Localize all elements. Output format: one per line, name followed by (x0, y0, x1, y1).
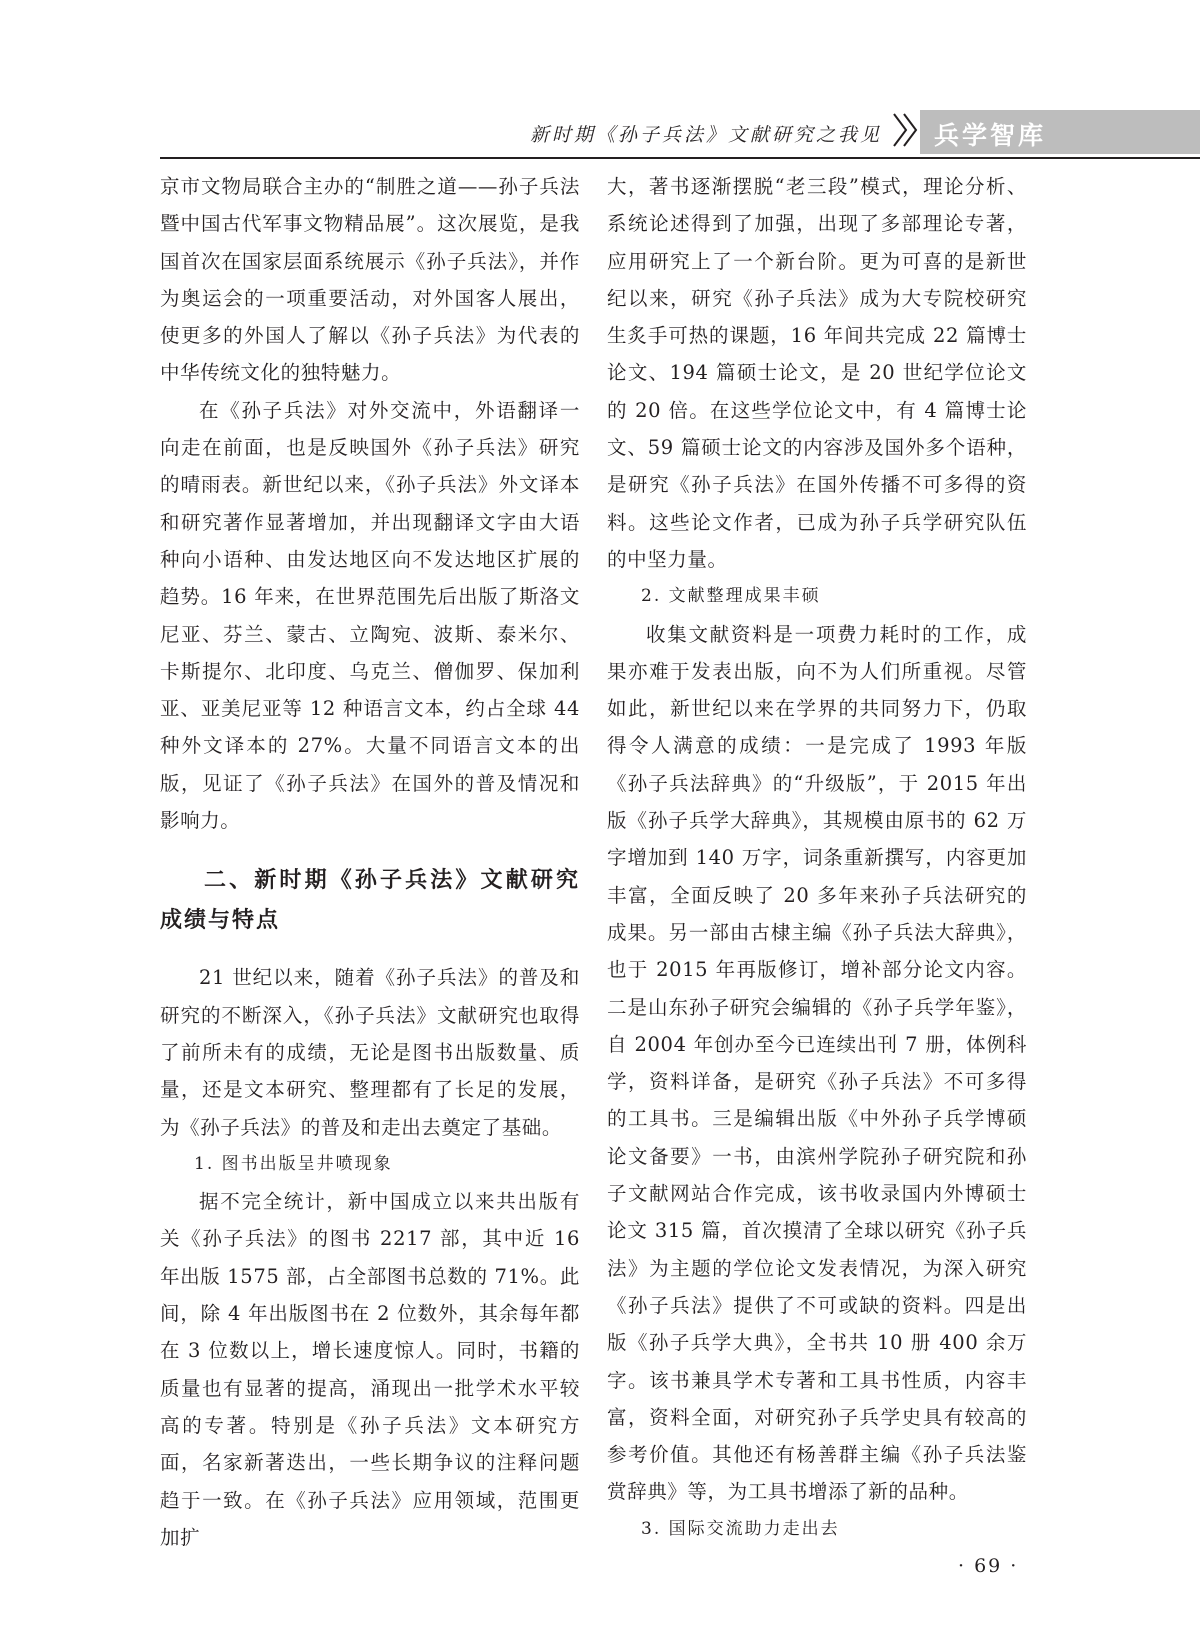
right-column (607, 168, 1027, 1548)
column-badge-label: 兵学智库 (934, 121, 1047, 150)
section-heading: 二、新时期《孙子兵法》文献研究成绩与特点 (160, 868, 580, 934)
running-title: 新时期《孙子兵法》文献研究之我见 (529, 124, 882, 146)
running-header (0, 0, 1200, 160)
paragraph: 在《孙子兵法》对外交流中，外语翻译一向走在前面，也是反映国外《孙子兵法》研究的晴雨表。新世纪以来，《孙子兵法》外文译本和研究著作显著增加，并出现翻译文字由大语种向小语种、由发达地区向不发达地区扩展的趋势。16 年来，在世界范围先后出版了斯洛文尼亚、芬兰、蒙古、立陶宛、波斯、泰米尔、卡斯提尔、北印度、乌克兰、僧伽罗、保加利亚、亚美尼亚等 12 种语言文本，约占全球 44 种外文译本的 27%。大量不同语言文本的出版，见证了《孙子兵法》在国外的普及情况和影响力。 (160, 398, 580, 833)
subheading: 1. 图书出版呈井喷现象 (194, 1153, 393, 1174)
paragraph: 据不完全统计，新中国成立以来共出版有关《孙子兵法》的图书 2217 部，其中近 16 年出版 1575 部，占全部图书总数的 71%。此间，除 4 年出版图书在 2 位数外，其余每年都在 3 位数以上，增长速度惊人。同时，书籍的质量也有显著的提高，涌现出一批学术水平较高的专著。特别是《孙子兵法》文本研究方面，名家新著迭出，一些长期争议的注释问题趋于一致。在《孙子兵法》应用领域，范围更加扩 (160, 1190, 580, 1549)
paragraph: 收集文献资料是一项费力耗时的工作，成果亦难于发表出版，向不为人们所重视。尽管如此，新世纪以来在学界的共同努力下，仍取得令人满意的成绩：一是完成了 1993 年版《孙子兵法辞典》的“升级版”，于 2015 年出版《孙子兵学大辞典》，其规模由原书的 62 万字增加到 140 万字，词条重新撰写，内容更加丰富，全面反映了 20 多年来孙子兵法研究的成果。另一部由古棣主编《孙子兵法大辞典》，也于 2015 年再版修订，增补部分论文内容。二是山东孙子研究会编辑的《孙子兵学年鉴》，自 2004 年创办至今已连续出刊 7 册，体例科学，资料详备，是研究《孙子兵法》不可多得的工具书。三是编辑出版《中外孙子兵学博硕论文备要》一书，由滨州学院孙子研究院和孙子文献网站合作完成，该书收录国内外博硕士论文 315 篇，首次摸清了全球以研究《孙子兵法》为主题的学位论文发表情况，为深入研究《孙子兵法》提供了不可或缺的资料。四是出版《孙子兵学大典》，全书共 10 册 400 余万字。该书兼具学术专著和工具书性质，内容丰富，资料全面，对研究孙子兵学史具有较高的参考价值。其他还有杨善群主编《孙子兵法鉴赏辞典》等，为工具书增添了新的品种。 (607, 622, 1027, 1504)
left-column (160, 168, 580, 1556)
header-rule (160, 157, 1200, 159)
column-badge (920, 110, 1200, 154)
page-number: · 69 · (958, 1555, 1019, 1577)
paragraph: 21 世纪以来，随着《孙子兵法》的普及和研究的不断深入，《孙子兵法》文献研究也取得了前所未有的成绩，无论是图书出版数量、质量，还是文本研究、整理都有了长足的发展，为《孙子兵法》的普及和走出去奠定了基础。 (160, 966, 580, 1139)
paragraph: 大，著书逐渐摆脱“老三段”模式，理论分析、系统论述得到了加强，出现了多部理论专著，应用研究上了一个新台阶。更为可喜的是新世纪以来，研究《孙子兵法》成为大专院校研究生炙手可热的课题，16 年间共完成 22 篇博士论文、194 篇硕士论文，是 20 世纪学位论文的 20 倍。在这些学位论文中，有 4 篇博士论文、59 篇硕士论文的内容涉及国外多个语种，是研究《孙子兵法》在国外传播不可多得的资料。这些论文作者，已成为孙子兵学研究队伍的中坚力量。 (607, 175, 1027, 571)
subheading: 2. 文献整理成果丰硕 (641, 586, 821, 607)
subheading: 3. 国际交流助力走出去 (641, 1518, 840, 1539)
paragraph: 京市文物局联合主办的“制胜之道——孙子兵法暨中国古代军事文物精品展”。这次展览，是我国首次在国家层面系统展示《孙子兵法》，并作为奥运会的一项重要活动，对外国客人展出，使更多的外国人了解以《孙子兵法》为代表的中华传统文化的独特魅力。 (160, 175, 580, 385)
